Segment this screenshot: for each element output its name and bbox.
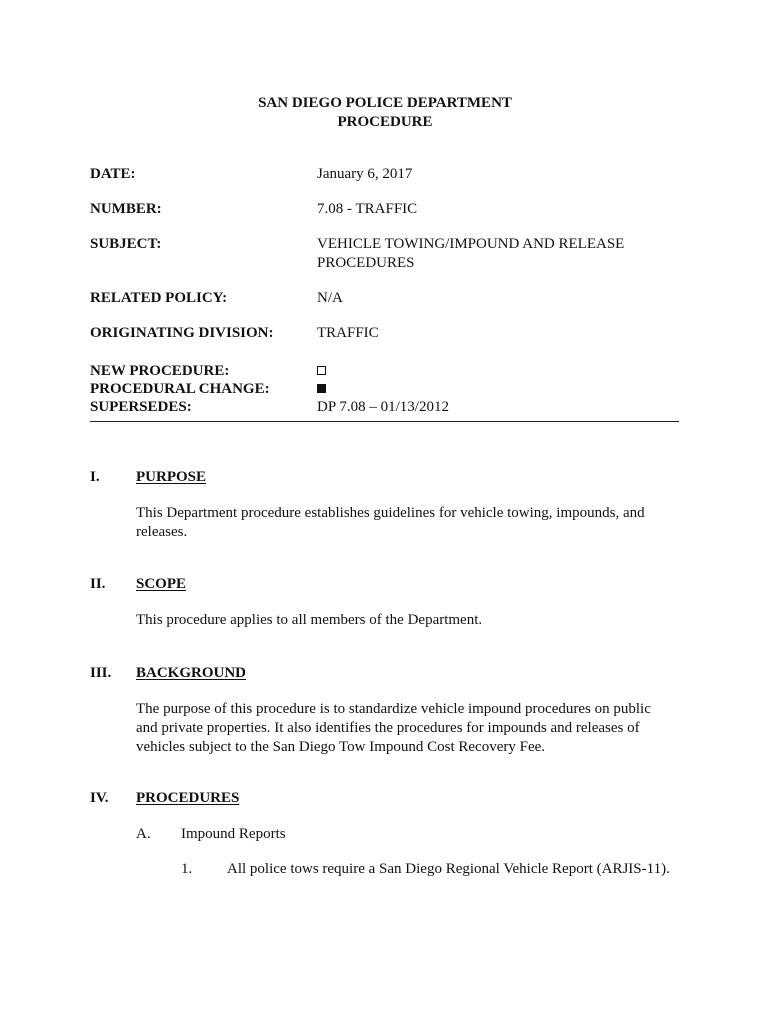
subsection-number-a: A. xyxy=(136,826,151,842)
procedural-change-label: PROCEDURAL CHANGE: xyxy=(90,381,270,397)
section-number-background: III. xyxy=(90,665,112,681)
related-policy-label: RELATED POLICY: xyxy=(90,290,228,306)
number-label: NUMBER: xyxy=(90,201,162,217)
department-name: SAN DIEGO POLICE DEPARTMENT xyxy=(258,95,512,111)
item-text-1: All police tows require a San Diego Regional Vehicle Report (ARJIS-11). xyxy=(227,861,670,877)
header-divider xyxy=(90,421,679,422)
division-label: ORIGINATING DIVISION: xyxy=(90,325,274,341)
new-procedure-checkbox[interactable] xyxy=(317,366,326,375)
date-label: DATE: xyxy=(90,166,136,182)
subject-value: VEHICLE TOWING/IMPOUND AND RELEASE PROCEDURES xyxy=(317,236,625,271)
background-paragraph: The purpose of this procedure is to standardize vehicle impound procedures on public and private properties. It also identifies the procedures for impounds and releases of vehicles subject to the San Diego Tow Impound Cost Recovery Fee. xyxy=(136,701,651,755)
section-title-procedures: PROCEDURES xyxy=(136,790,240,806)
number-value: 7.08 - TRAFFIC xyxy=(317,201,418,217)
section-number-procedures: IV. xyxy=(90,790,109,806)
procedural-change-checkbox-wrap xyxy=(317,380,677,399)
document-type: PROCEDURE xyxy=(337,114,433,130)
section-number-scope: II. xyxy=(90,576,106,592)
scope-paragraph: This procedure applies to all members of the Department. xyxy=(136,612,483,628)
supersedes-label: SUPERSEDES: xyxy=(90,399,192,415)
section-title-background: BACKGROUND xyxy=(136,665,247,681)
subject-label: SUBJECT: xyxy=(90,236,162,252)
supersedes-value: DP 7.08 – 01/13/2012 xyxy=(317,399,449,415)
new-procedure-checkbox-wrap xyxy=(317,362,677,381)
purpose-paragraph: This Department procedure establishes guidelines for vehicle towing, impounds, and releases. xyxy=(136,505,645,540)
procedural-change-checkbox[interactable] xyxy=(317,384,326,393)
section-number-purpose: I. xyxy=(90,469,100,485)
section-title-purpose: PURPOSE xyxy=(136,469,207,485)
division-value: TRAFFIC xyxy=(317,325,379,341)
subsection-title-impound-reports: Impound Reports xyxy=(181,826,286,842)
related-policy-value: N/A xyxy=(317,290,343,306)
section-title-scope: SCOPE xyxy=(136,576,187,592)
item-number-1: 1. xyxy=(181,861,193,877)
date-value: January 6, 2017 xyxy=(317,166,413,182)
new-procedure-label: NEW PROCEDURE: xyxy=(90,363,230,379)
document-header xyxy=(0,94,770,132)
